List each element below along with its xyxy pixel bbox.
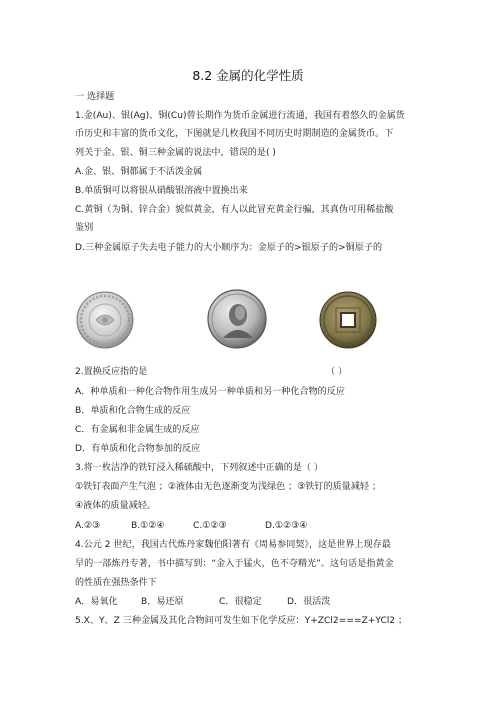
q4-stem-line2: 早的一部炼丹专著，书中描写到：“金入于猛火，色不夺精光”。这句话是指黄金 xyxy=(75,559,394,569)
q3-stem: 3.将一枚洁净的铁钉浸入稀硫酸中，下列叙述中正确的是（ ） xyxy=(75,463,324,473)
q4-option-c: C．很稳定 xyxy=(219,597,262,607)
q4-option-d: D．很活泼 xyxy=(287,597,331,607)
q1-option-d: D.三种金属原子失去电子能力的大小顺序为：金原子的>银原子的>铜原子的 xyxy=(75,243,383,253)
q1-option-c-line2: 鉴别 xyxy=(75,223,94,233)
silver-coin-image xyxy=(74,290,136,350)
q3-statements-line2: ④液体的质量减轻。 xyxy=(75,501,156,511)
q1-option-b: B.单质铜可以将银从硝酸银溶液中置换出来 xyxy=(75,186,248,196)
q1-option-a: A.金、银、铜都属于不活泼金属 xyxy=(75,167,203,177)
portrait-coin-image xyxy=(205,288,269,350)
page-title: 8.2 金属的化学性质 xyxy=(192,68,304,83)
q1-option-c-line1: C.黄铜（为铜、锌合金）貌似黄金，有人以此冒充黄金行骗，其真伪可用稀盐酸 xyxy=(75,205,394,215)
q1-stem-line3: 列关于金、银、铜三种金属的说法中，错误的是( ) xyxy=(75,148,276,158)
q2-answer-paren: （ ） xyxy=(326,367,348,377)
q2-option-a: A．种单质和一种化合物作用生成另一种单质和另一种化合物的反应 xyxy=(75,387,345,397)
q3-option-b: B.①②④ xyxy=(131,521,165,531)
q4-option-b: B．易还原 xyxy=(141,597,184,607)
q3-option-d: D.①②③④ xyxy=(265,521,308,531)
q3-option-a: A.②③ xyxy=(75,521,101,531)
q1-stem-line1: 1.金(Au)、银(Ag)、铜(Cu)曾长期作为货币金属进行流通，我国有着悠久的金属货 xyxy=(75,111,405,121)
q2-option-c: C．有金属和非金属生成的反应 xyxy=(75,425,200,435)
coin-images xyxy=(0,288,496,350)
q4-option-a: A．易氧化 xyxy=(75,597,118,607)
bronze-cash-coin-image xyxy=(317,290,379,350)
q3-option-c: C.①②③ xyxy=(193,521,227,531)
q3-statements-line1: ①铁钉表面产生气泡 ；②液体由无色逐渐变为浅绿色 ；③铁钉的质量减轻 ； xyxy=(75,482,381,492)
q2-option-d: D．有单质和化合物参加的反应 xyxy=(75,444,201,454)
q5-stem-line1: 5.X、Y、Z 三种金属及其化合物间可发生如下化学反应：Y+ZCl2===Z+YCl2 ； xyxy=(75,616,408,626)
q1-stem-line2: 币历史和丰富的货币文化，下图就是几枚我国不同历史时期制造的金属货币。下 xyxy=(75,129,394,139)
q2-stem: 2.置换反应指的是 xyxy=(75,367,148,377)
q2-option-b: B．单质和化合物生成的反应 xyxy=(75,406,191,416)
q4-stem-line1: 4.公元 2 世纪，我国古代炼丹家魏伯阳著有《周易参同契》，这是世界上现存最 xyxy=(75,540,391,550)
q4-stem-line3: 的性质在强热条件下 xyxy=(75,578,157,588)
section-heading: 一 选择题 xyxy=(75,92,115,102)
